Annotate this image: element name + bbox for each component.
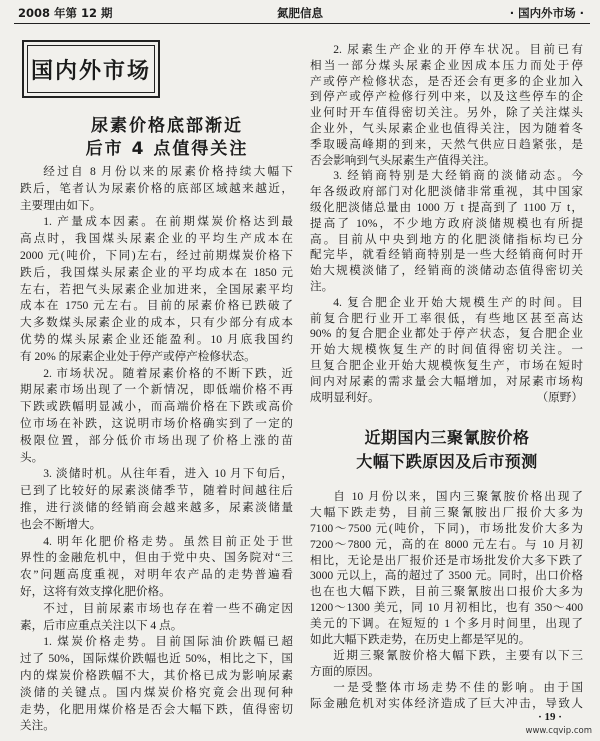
text-line: 淡储的关键点。国内煤炭价格究竟会出现何种 [20, 685, 293, 699]
paragraph [20, 366, 293, 467]
text-line: 4. 复合肥企业开始大规模生产的时间。目 [333, 295, 583, 309]
paragraph [310, 42, 583, 168]
article2-title-line-1: 近期国内三聚氰胺价格 [364, 428, 530, 447]
text-line: 左右，若把气头尿素企业加进来，全国尿素平均 [20, 282, 293, 296]
paragraph [310, 680, 583, 712]
text-line: 7100～7500 元(吨价，下同)，市场批发价大多为 [310, 521, 583, 535]
text-line: 成本在 1750 元左右。目前的尿素价格已跌破了 [20, 299, 293, 313]
text-line: 优势的煤头尿素企业还能盈利。10 月底我国约 [20, 332, 293, 346]
text-line: 前复合肥行业开工率很低，有些地区甚至高达 [310, 311, 583, 325]
text-line: 2. 市场状况。随着尿素价格的不断下跌，近 [43, 366, 293, 380]
header-divider [14, 23, 590, 24]
text-line: 2. 尿素生产企业的开停车状况。目前已有 [333, 43, 583, 56]
watermark: www.cqvip.com [525, 726, 592, 736]
paragraph [20, 466, 293, 533]
paragraph [20, 601, 293, 635]
text-line: 头。 [20, 450, 44, 464]
text-line: 素，后市应重点关注以下 4 点。 [20, 618, 183, 632]
text-line: 下跌或跌幅明显减小，而高端价格在下跌或高价 [20, 400, 293, 414]
issue-label: 2008 年第 12 期 [18, 6, 113, 20]
text-line: 位市场在补跌，这说明市场价格确实到了一定的 [20, 416, 293, 430]
text-line: 相当一部分煤头尿素企业因成本压力而处于停 [310, 58, 583, 72]
text-line: 注。 [310, 279, 334, 293]
article1-right-column [310, 42, 583, 405]
text-line: 好，这将有效支撑化肥价格。 [20, 584, 171, 598]
article1-title-line-2: 后市 4 点值得关注 [85, 139, 249, 159]
text-line: 2000 元(吨价，下同)左右，经过前期煤炭价格下 [20, 248, 293, 262]
text-line: 产或停产检修状态，是否还会有更多的企业加入 [310, 74, 583, 88]
text-line: 始大规模淡储了，经销商的淡储动态值得密切关 [310, 264, 583, 278]
text-line: 极限位置，部分低价市场出现了价格上涨的苗 [20, 433, 293, 447]
text-line: 3000 元以上，高的超过了 3500 元。同时，出口价格 [310, 569, 583, 583]
text-line: 不过，目前尿素市场也存在着一些不确定因 [43, 601, 293, 615]
text-line: 农”问题高度重视，对明年农产品的走势普遍看 [20, 568, 293, 582]
text-line: 主要理由如下。 [20, 198, 102, 212]
text-line: 走势，化肥用煤价格是否会大幅下跌，值得密切 [20, 702, 293, 716]
paragraph [20, 534, 293, 601]
text-line: 3. 经销商特别是大经销商的淡储动态。今 [333, 169, 583, 183]
article1-title-line-1: 尿素价格底部渐近 [91, 116, 243, 136]
text-line: 经过自 8 月份以来的尿素价格持续大幅下 [43, 165, 293, 178]
paragraph [20, 634, 293, 735]
text-line: 高。目前从中央到地方的化肥淡储指标均已分 [310, 232, 583, 246]
paragraph [310, 648, 583, 680]
text-line: 近期三聚氰胺价格大幅下跌，主要有以下三 [333, 648, 583, 662]
text-line: 4. 明年化肥价格走势。虽然目前正处于世 [43, 534, 293, 548]
text-line: 关注。 [20, 719, 55, 733]
text-line: 也会不断增大。 [20, 517, 102, 531]
text-line: 跌后，笔者认为尿素价格的底部区域越来越近， [20, 181, 293, 195]
journal-name: 氮肥信息 [277, 6, 323, 20]
text-line: 提高了 10%，不少地方政府淡储规模也有所提 [310, 216, 583, 230]
text-line: 3. 淡储时机。从往年看，进入 10 月下旬后， [43, 467, 293, 481]
page-number: · 19 · [538, 711, 562, 723]
text-line: 配完毕，就看经销商特别是一些大经销商何时开 [310, 248, 583, 262]
article1-byline: （原野） [536, 390, 583, 404]
article2-body [310, 489, 583, 711]
text-line: 相比，无论是出厂报价还是市场批发价大多下跌了 [310, 553, 583, 567]
text-line: 成明显利好。 [310, 390, 380, 404]
section-banner-label: 国内外市场 [27, 45, 155, 93]
text-line: 大多数煤头尿素企业的成本，只有少部分有成本 [20, 316, 293, 330]
text-line: 否会影响到气头尿素生产值得关注。 [310, 153, 496, 167]
text-line: 方面的原因。 [310, 664, 380, 678]
text-line: 开始大规模恢复生产的时间值得密切关注。一 [310, 343, 583, 357]
text-line: 也在也大幅下跌，目前三聚氰胺出口报价大多为 [310, 585, 583, 599]
text-line: 旦复合肥企业开始大规模恢复生产，市场在短时 [310, 358, 583, 372]
text-line: 到停产或停产检修行列中来，以及这些停车的企 [310, 90, 583, 104]
text-line: 高点时，我国煤头尿素企业的平均生产成本在 [20, 232, 293, 246]
section-label: · 国内外市场 · [509, 6, 584, 20]
article2-title-line-2: 大幅下跌原因及后市预测 [356, 452, 538, 471]
text-line: 期尿素市场出现了一个新情况，即低端价格不再 [20, 383, 293, 397]
paragraph [20, 214, 293, 365]
text-line: 美元的下调。在短短的 1 个多月时间里，出现了 [310, 617, 583, 631]
paragraph [310, 489, 583, 648]
text-line: 已到了比较好的尿素淡储季节，随着时间越往后 [20, 484, 293, 498]
text-line: 如此大幅下跌走势，在历史上都是罕见的。 [310, 633, 531, 647]
text-line: 际金融危机对实体经济造成了巨大冲击，导致人 [310, 696, 583, 710]
text-line: 业何时开车值得密切关注。另外，除了关注煤头 [310, 106, 583, 120]
text-line: 季取暖高峰期的到来，天然气供应日趋紧张，是 [310, 137, 583, 151]
text-line: 过了 50%，国际煤价跌幅也近 50%，相比之下，国 [20, 652, 293, 666]
text-line: 1. 产量成本因素。在前期煤炭价格达到最 [43, 215, 293, 229]
text-line: 自 10 月份以来，国内三聚氰胺价格出现了 [333, 490, 583, 503]
text-line: 界性的金融危机中，但由于党中央、国务院对“三 [20, 551, 293, 565]
text-line: 间内对尿素的需求量会大幅增加，对尿素市场构 [310, 374, 583, 388]
text-line: 内的煤炭价格跌幅不大，其价格已成为影响尿素 [20, 668, 293, 682]
text-line: 1. 煤炭价格走势。目前国际油价跌幅已超 [43, 635, 293, 649]
text-line: 年各级政府部门对化肥淡储非常重视，其中国家 [310, 185, 583, 199]
paragraph [20, 164, 293, 214]
text-line: 1200～1300 美元，同 10 月初相比，也有 350～400 [310, 601, 583, 615]
text-line: 7200～7800 元，高的在 8000 元左右。与 10 月初 [310, 537, 583, 551]
text-line: 推，进行淡储的经销商会越来越多，尿素淡储量 [20, 500, 293, 514]
text-line: 一是受整体市场走势不佳的影响。由于国 [333, 680, 583, 694]
text-line: 企业外，气头尿素企业也值得关注，因为随着冬 [310, 121, 583, 135]
text-line: 有 20% 的尿素企业处于停产或停产检修状态。 [20, 349, 256, 363]
text-line: 跌后，我国煤头尿素企业的平均成本在 1850 元 [20, 265, 293, 279]
section-banner [22, 40, 160, 98]
text-line: 级化肥淡储总量由 1000 万 t 提高到了 1100 万 t， [310, 200, 583, 214]
paragraph [310, 168, 583, 294]
article1-left-column [20, 164, 293, 735]
text-line: 大幅下跌走势，目前三聚氰胺出厂报价大多为 [310, 505, 583, 519]
text-line: 90% 的复合肥企业都处于停产状态，复合肥企业 [310, 327, 583, 341]
